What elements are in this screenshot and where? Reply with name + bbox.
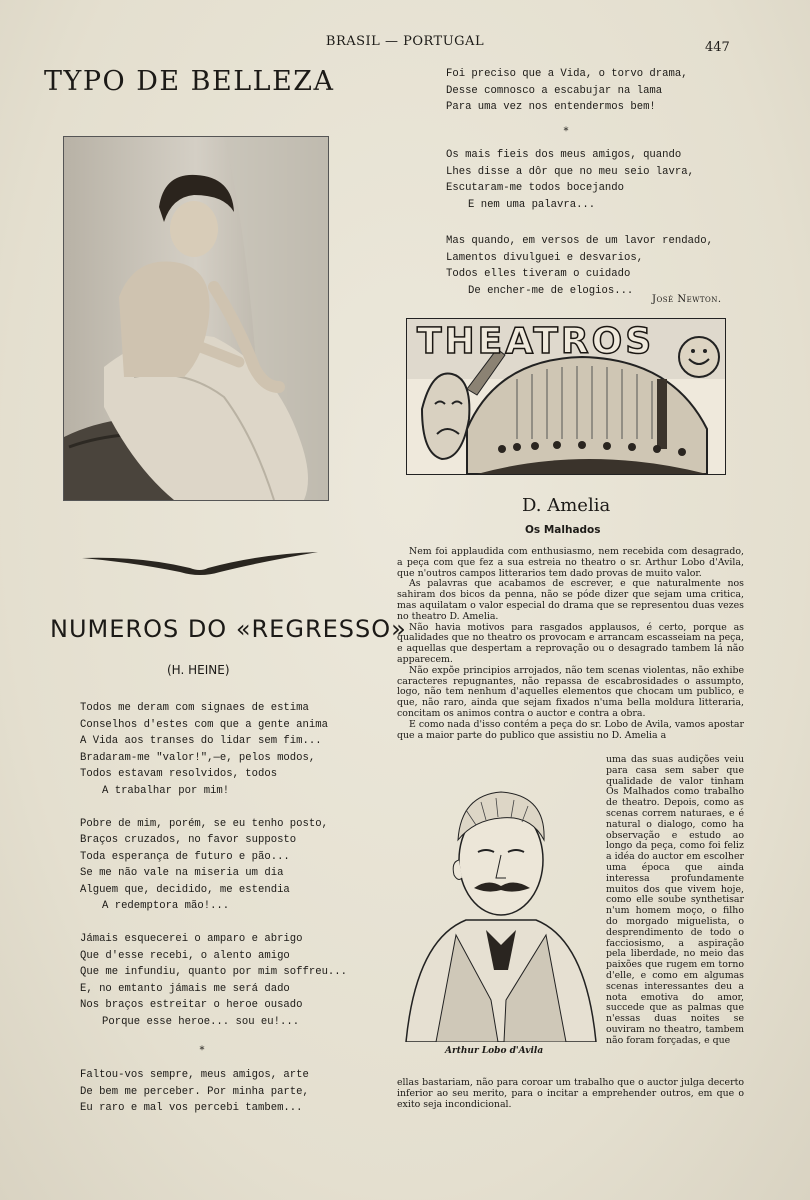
poem-line xyxy=(80,799,340,816)
review-paragraph: Não havia motivos para rasgados applausos, é certo, porque as qualidades que no theatro os provocam e arrancam escasseiam na peça, e aquellas que despertam a reprovação ou o desagrado tambem lá não apparecem. xyxy=(397,621,744,665)
poem-line: A Vida aos transes do lidar sem fim... xyxy=(80,735,322,747)
poem-line: Todos estavam resolvidos, todos xyxy=(80,768,278,780)
poem-separator-star: * xyxy=(199,1045,205,1056)
poem-line: Para uma vez nos entendermos bem! xyxy=(446,101,656,113)
poem-line: Jámais esquecerei o amparo e abrigo xyxy=(80,933,303,945)
portrait-photo-woman xyxy=(63,136,329,501)
poem-line: Braços cruzados, no favor supposto xyxy=(80,834,297,846)
poem-line: Alguem que, decidido, me estendia xyxy=(80,883,290,896)
poem-author: (H. HEINE) xyxy=(167,663,230,677)
poem-numeros-do-regresso xyxy=(80,700,348,1030)
final-paragraph: ellas bastariam, não para coroar um trabalho que o auctor julga decerto inferior ao seu merito, para o incitar a emprehender outros, em que o exito seja incondicional. xyxy=(397,1077,744,1110)
section-title-numeros-do-regresso: NUMEROS DO «REGRESSO» xyxy=(50,615,407,643)
review-body xyxy=(397,547,744,741)
portrait-caption: Arthur Lobo d'Avila xyxy=(445,1046,544,1056)
poem-line: Que d'esse recebi, o alento amigo xyxy=(80,949,290,962)
poem-stanza-b xyxy=(446,147,716,213)
article-title-typo-de-belleza: TYPO DE BELLEZA xyxy=(44,66,335,97)
poem-line: A redemptora mão!... xyxy=(102,900,230,912)
poem-line: Pobre de mim, porém, se eu tenho posto, xyxy=(80,817,328,830)
poem-line: Os mais fieis dos meus amigos, quando xyxy=(446,149,682,161)
poem-line: Toda esperança de futuro e pão... xyxy=(80,850,290,863)
poem-line: Eu raro e mal vos percebi tambem... xyxy=(80,1102,303,1114)
poem-stanza-c xyxy=(446,233,716,299)
poem-line: Escutaram-me todos bocejando xyxy=(446,182,625,194)
bird-ornament-divider xyxy=(80,548,320,578)
poem-line: Conselhos d'estes com que a gente anima xyxy=(80,718,328,731)
poem-line: Mas quando, em versos de um lavor rendado, xyxy=(446,235,714,247)
review-paragraph: E como nada d'isso contém a peça do sr. Lobo de Avila, vamos apostar que a maior parte do publico que assistiu no D. Amelia a xyxy=(397,718,744,741)
review-body-sidebar: uma das suas audições veiu para casa sem saber que qualidade de valor tinham Os Malhados como trabalho de theatro. Depois, como as scenas correm naturaes, e é natural o dialogo, como ha observação e estudo ao longo da peça, como foi feliz a idéa do auctor em escolher uma época que ainda interessa profundamente muitos dos que vivem hoje, como elle soube synthetisar n'um homem moço, o filho do morgado miguelista, o desprendimento de todo o facciosismo, a aspiração pela liberdade, no meio das paixões que rugem em torno d'elle, e como em algumas scenas interessantes deu a nota emotiva do amor, succede que as palmas que n'essas duas noites se ouviram no theatro, tambem não foram forçadas, e que xyxy=(606,754,744,1046)
poem-line: Faltou-vos sempre, meus amigos, arte xyxy=(80,1069,309,1081)
banner-title: THEATROS xyxy=(417,321,655,362)
poem-line: Que me infundiu, quanto por mim soffreu... xyxy=(80,966,348,978)
poem-continued-top xyxy=(446,66,716,116)
poem-line: Se me não vale na miseria um dia xyxy=(80,867,284,879)
poem-line: A trabalhar por mim! xyxy=(102,784,230,797)
play-title: D. Amelia xyxy=(522,495,611,516)
portrait-arthur-lobo-davila xyxy=(396,770,601,1042)
poem-line: De bem me perceber. Por minha parte, xyxy=(80,1085,309,1098)
poem-line: Lamentos divulguei e desvarios, xyxy=(446,251,644,264)
play-subtitle: Os Malhados xyxy=(525,524,601,536)
poem-line: Foi preciso que a Vida, o torvo drama, xyxy=(446,68,688,80)
poem-line: Bradaram-me "valor!",—e, pelos modos, xyxy=(80,751,316,764)
page-number: 447 xyxy=(705,40,730,55)
poem-line: E, no emtanto jámais me será dado xyxy=(80,982,290,995)
review-paragraph: Não expõe principios arrojados, não tem scenas violentas, não exhibe caracteres repugnantes, não repassa de escabrosidades o assumpto, logo, não tem nenhum d'aquelles elementos que chocam um publico, e que, não raro, ainda que sejam fixados n'uma bella moldura litteraria, concitam os animos contra o auctor e contra a obra. xyxy=(397,664,744,719)
running-header: BRASIL — PORTUGAL xyxy=(325,34,485,49)
review-paragraph: Nem foi applaudida com enthusiasmo, nem recebida com desagrado, a peça com que fez a sua estreia no theatro o sr. Arthur Lobo d'Avila, que n'outros campos litterarios tem dado provas de muito valor. xyxy=(397,546,744,579)
poem-line: Porque esse heroe... sou eu!... xyxy=(102,1015,300,1028)
poem-line: Todos elles tiveram o cuidado xyxy=(446,268,631,280)
poem-line: Lhes disse a dôr que no meu seio lavra, xyxy=(446,165,694,178)
poem-signature: José Newton. xyxy=(652,294,722,305)
poem-line xyxy=(80,915,340,932)
poem-line: Nos braços estreitar o heroe ousado xyxy=(80,999,303,1011)
photo-illustration xyxy=(64,137,328,500)
poem-line: Desse comnosco a escabujar na lama xyxy=(446,84,663,97)
poem-continuation xyxy=(80,1067,340,1117)
poem-line: Todos me deram com signaes de estima xyxy=(80,702,309,714)
poem-separator-star-right: * xyxy=(563,126,569,137)
review-body-final xyxy=(397,1078,744,1110)
poem-line: De encher-me de elogios... xyxy=(468,284,634,297)
review-paragraph: As palavras que acabamos de escrever, e que naturalmente nos sahiram dos bicos da penna, não se póde dizer que sejam uma critica, mas aquilatam o valor especial do drama que se representou duas vezes no theatro D. Amelia. xyxy=(397,578,744,622)
theatros-banner xyxy=(406,318,726,475)
poem-line: E nem uma palavra... xyxy=(468,198,596,211)
